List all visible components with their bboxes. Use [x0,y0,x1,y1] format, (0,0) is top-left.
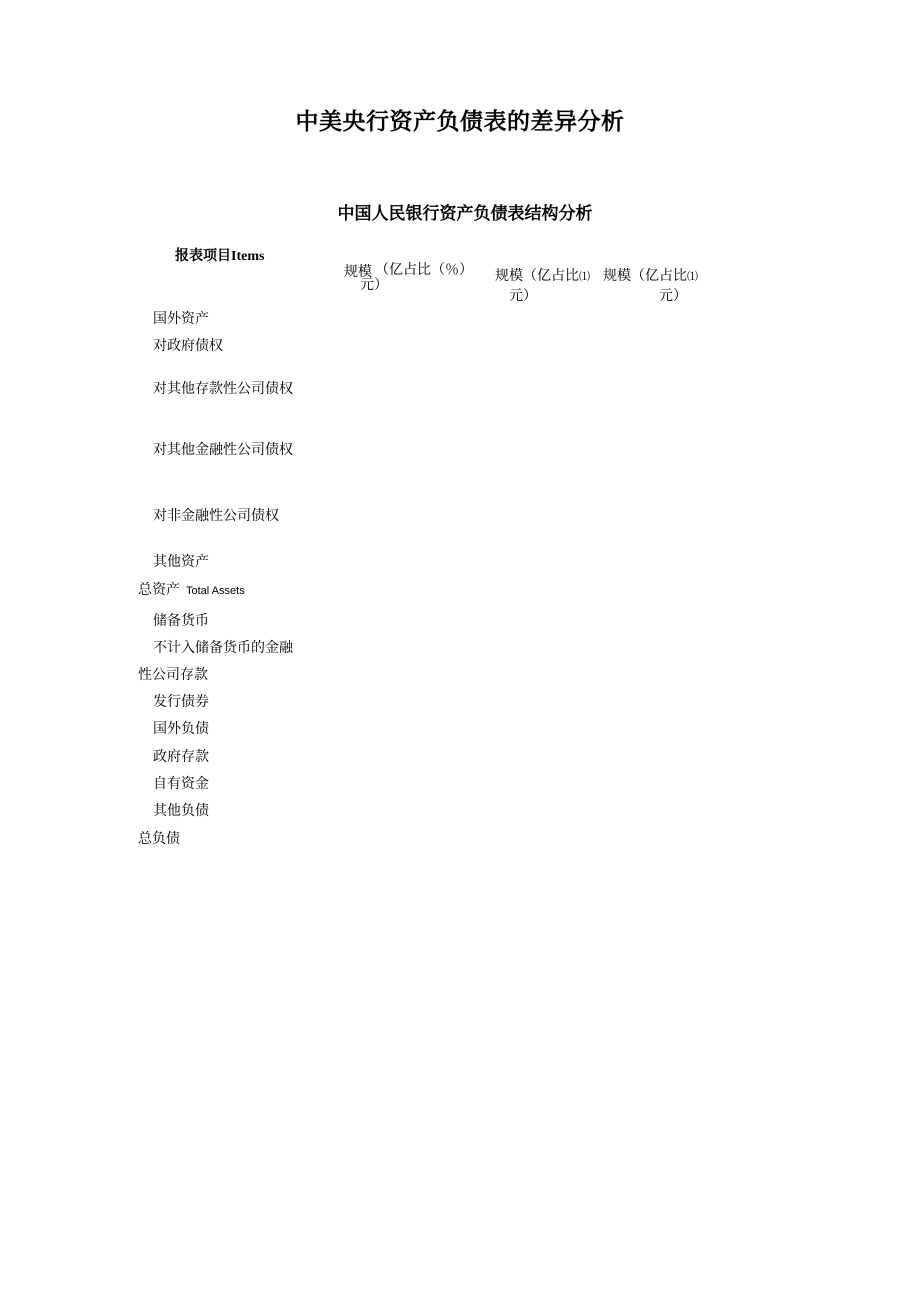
row-label-total-assets [138,581,245,600]
document-title: 中美央行资产负债表的差异分析 [295,109,625,135]
row-label-other-assets: 其他资产 [153,554,209,570]
row-label-government-deposits: 政府存款 [153,749,209,765]
column-header-3-line2: 元） [659,288,687,304]
column-header-3-marker: ⑴ [687,270,698,283]
row-label-total-liabilities: 总负债 [138,831,180,847]
column-header-2-marker: ⑴ [579,270,590,283]
row-label-claims-on-other-financial: 对其他金融性公司债权 [153,442,293,458]
column-header-1-line1b: （亿占比（％） [375,262,473,278]
total-assets-en: Total Assets [186,585,245,597]
column-header-1-line2: 元） [360,277,388,293]
row-label-other-liabilities: 其他负债 [153,803,209,819]
column-header-1-line1a: 规模 [344,264,372,280]
column-header-3 [603,267,698,286]
items-header-cn: 报表项目 [175,248,231,264]
section-title: 中国人民银行资产负债表结构分析 [337,204,593,224]
row-label-non-reserve-deposits-line1: 不计入储备货币的金融 [153,640,293,656]
row-label-bond-issue: 发行债券 [153,694,209,710]
column-header-2-line1: 规模（亿占比 [495,268,579,284]
row-label-non-reserve-deposits-line2: 性公司存款 [138,667,208,683]
row-label-foreign-liabilities: 国外负债 [153,721,209,737]
items-header-en: Items [231,249,265,264]
row-label-claims-on-other-depository: 对其他存款性公司债权 [153,381,293,397]
total-assets-cn: 总资产 [138,582,180,598]
items-column-header [175,245,264,265]
row-label-claims-on-government: 对政府债权 [153,338,223,354]
column-header-2 [495,267,590,286]
row-label-own-capital: 自有资金 [153,776,209,792]
column-header-3-line1: 规模（亿占比 [603,268,687,284]
column-header-2-line2: 元） [509,288,537,304]
row-label-claims-on-non-financial: 对非金融性公司债权 [153,508,279,524]
row-label-foreign-assets: 国外资产 [153,311,209,327]
row-label-reserve-money: 储备货币 [153,613,209,629]
